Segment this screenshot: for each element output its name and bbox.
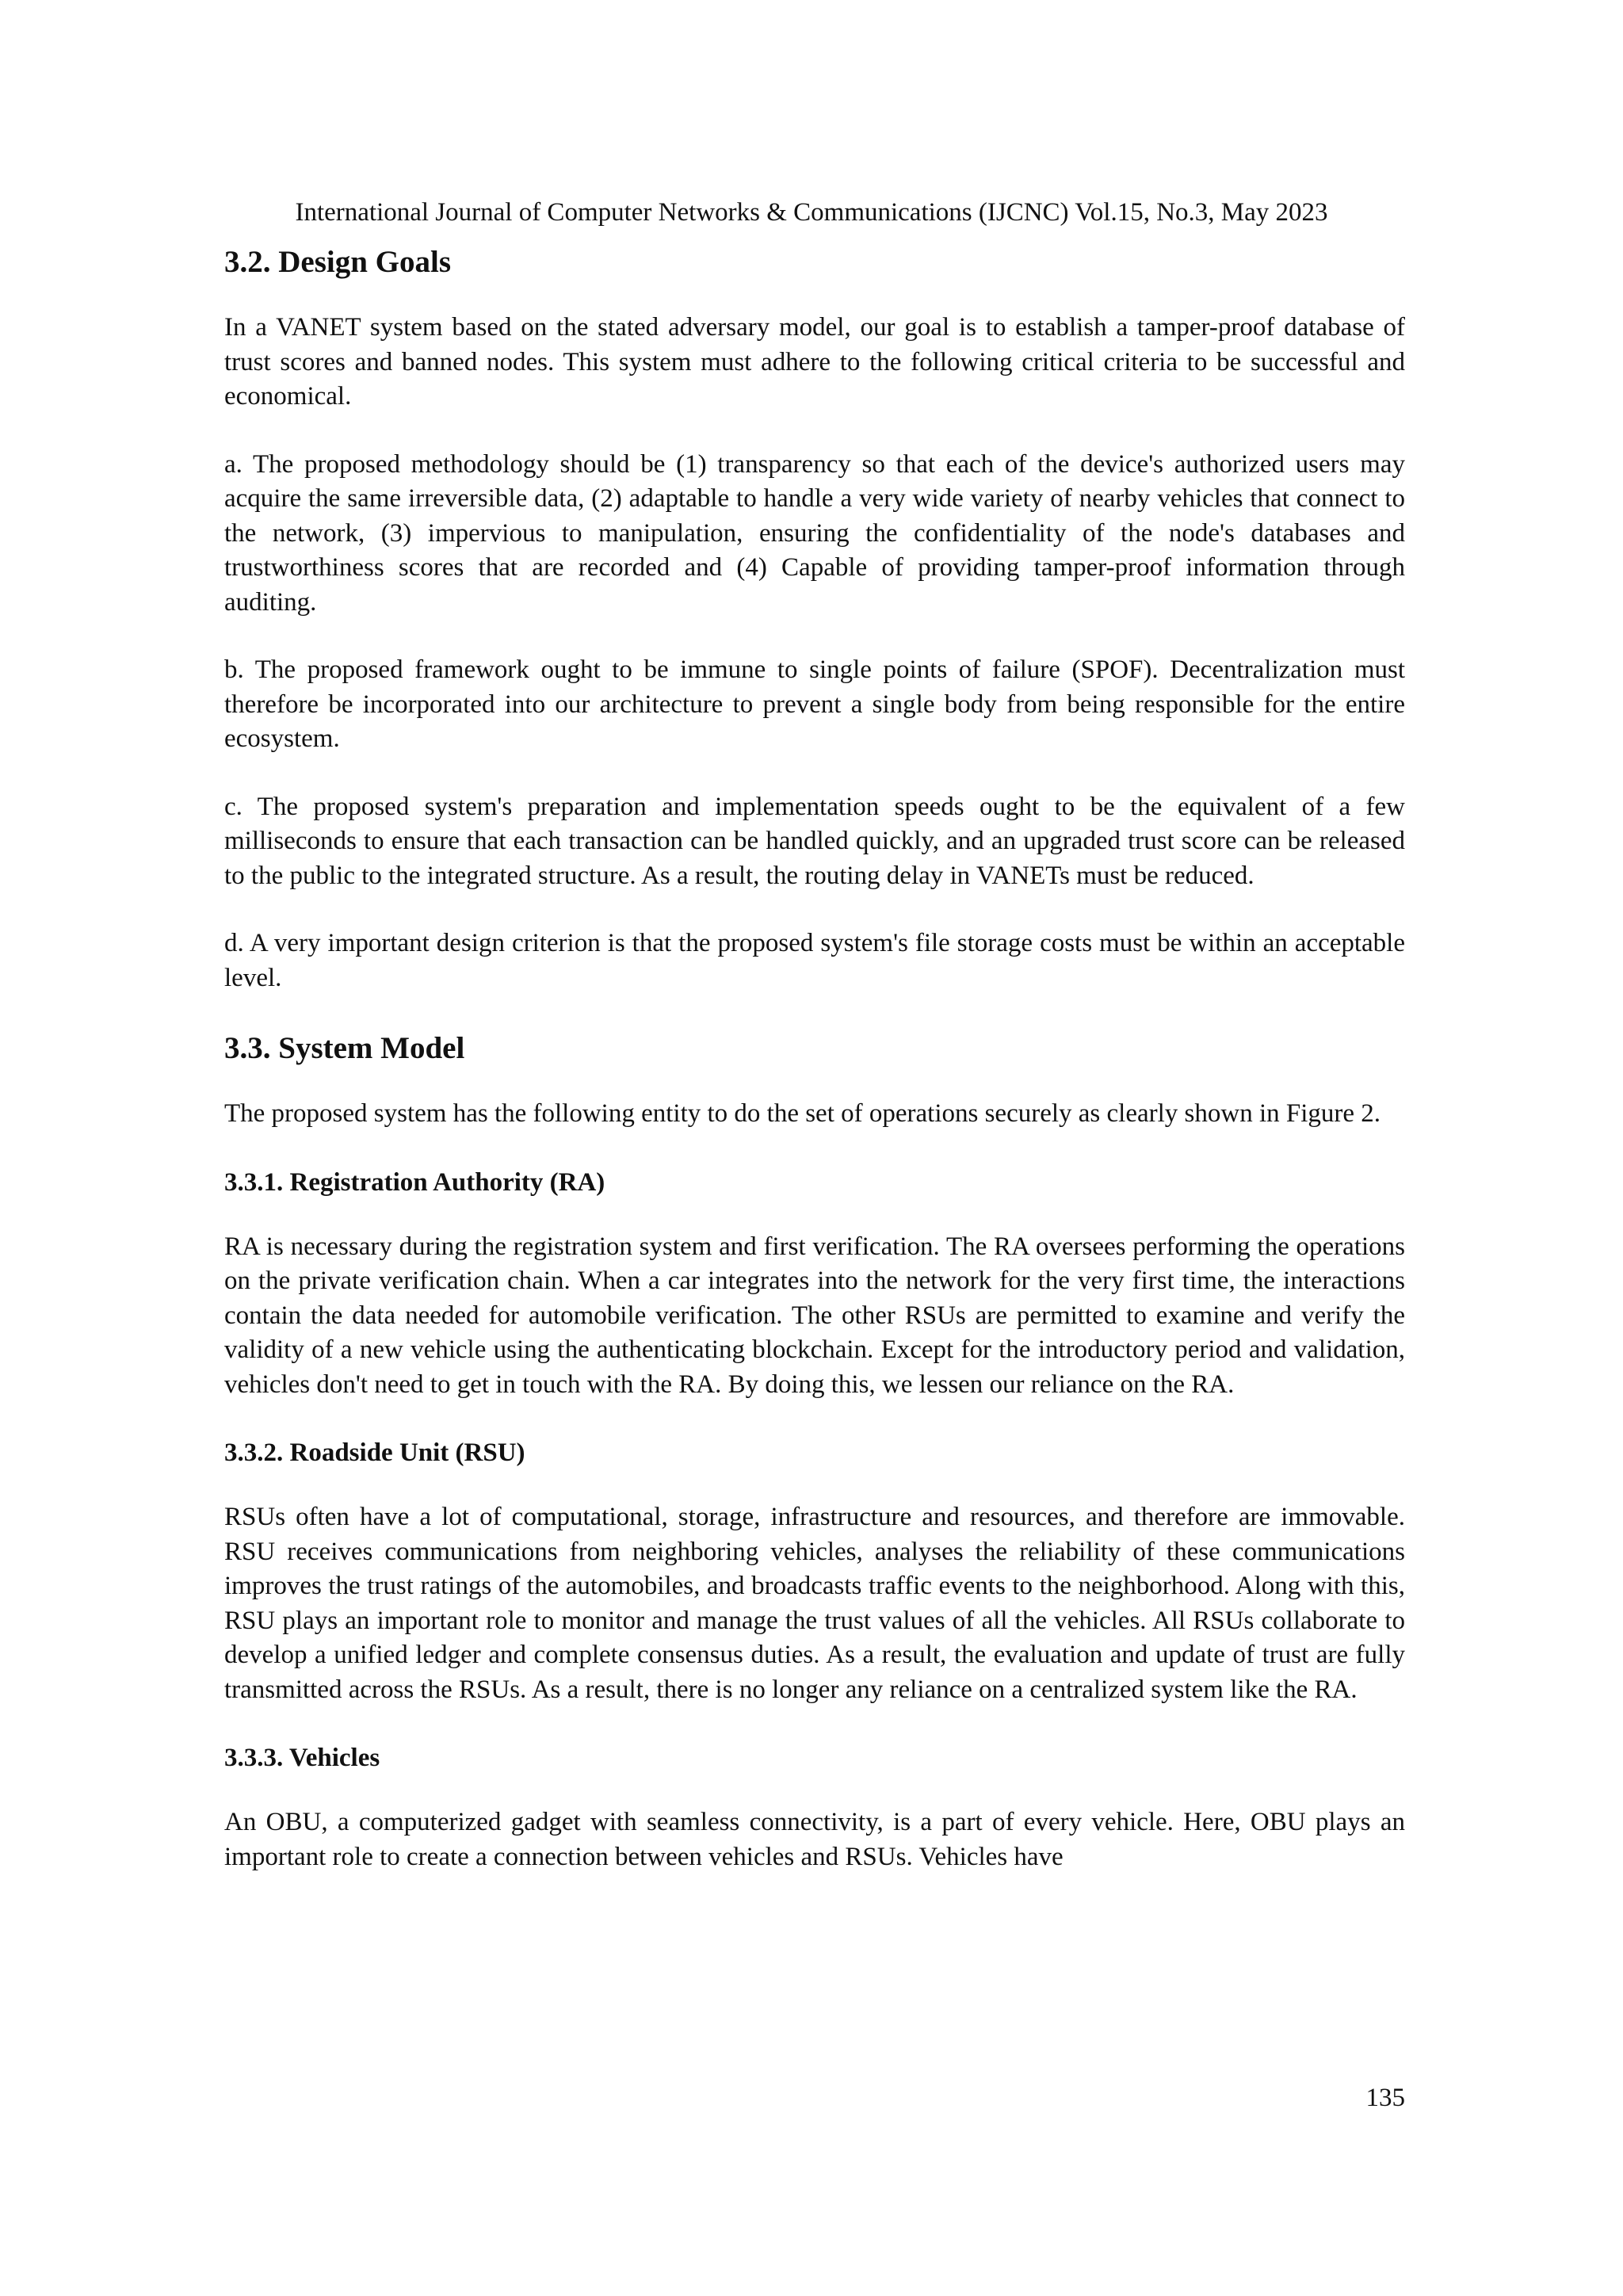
subsection-heading-ra: 3.3.1. Registration Authority (RA) (224, 1167, 605, 1197)
subsection-heading-rsu: 3.3.2. Roadside Unit (RSU) (224, 1438, 525, 1467)
paragraph-ra: RA is necessary during the registration system and first verification. The RA oversees performing the operations on the private verification chain. When a car integrates into the network for the very first time, the interactions contain the data needed for automobile verification. The other RSUs are permitted to examine and verify the validity of a new vehicle using the authenticating blockchain. Except for the introductory period and validation, vehicles don't need to get in touch with the RA. By doing this, we lessen our reliance on the RA. (224, 1232, 1405, 1399)
paragraph-design-goal-c: c. The proposed system's preparation and implementation speeds ought to be the equivalent of a few milliseconds to ensure that each transaction can be handled quickly, and an upgraded trust score can be released to the public to the integrated structure. As a result, the routing delay in VANETs must be reduced. (224, 792, 1405, 890)
paragraph-rsu: RSUs often have a lot of computational, storage, infrastructure and resources, and therefore are immovable. RSU receives communications from neighboring vehicles, analyses the reliability of these communications improves the trust ratings of the automobiles, and broadcasts traffic events to the neighborhood. Along with this, RSU plays an important role to monitor and manage the trust values of all the vehicles. All RSUs collaborate to develop a unified ledger and complete consensus duties. As a result, the evaluation and update of trust are fully transmitted across the RSUs. As a result, there is no longer any reliance on a centralized system like the RA. (224, 1503, 1405, 1704)
paragraph-vehicles: An OBU, a computerized gadget with seamless connectivity, is a part of every vehicle. Here, OBU plays an important role to create a connection between vehicles and RSUs. Vehicles have (224, 1808, 1405, 1871)
page-body (224, 243, 1405, 1906)
running-header: International Journal of Computer Networks & Communications (IJCNC) Vol.15, No.3, May 2023 (295, 198, 1328, 227)
subsection-heading-vehicles: 3.3.3. Vehicles (224, 1744, 380, 1772)
section-heading-system-model: 3.3. System Model (224, 1031, 465, 1065)
section-heading-design-goals: 3.2. Design Goals (224, 245, 452, 279)
paragraph-design-goal-d: d. A very important design criterion is that the proposed system's file storage costs must be within an acceptable level. (224, 929, 1405, 992)
paragraph-design-goal-b: b. The proposed framework ought to be immune to single points of failure (SPOF). Decentralization must therefore be incorporated into our architecture to prevent a single body from being responsible for the entire ecosystem. (224, 655, 1405, 753)
paragraph-design-goals-intro: In a VANET system based on the stated adversary model, our goal is to establish a tamper-proof database of trust scores and banned nodes. This system must adhere to the following critical criteria to be successful and economical. (224, 313, 1405, 411)
page-number: 135 (1365, 2084, 1405, 2112)
paragraph-system-model-intro: The proposed system has the following entity to do the set of operations securely as clearly shown in Figure 2. (224, 1099, 1381, 1128)
paragraph-design-goal-a: a. The proposed methodology should be (1) transparency so that each of the device's authorized users may acquire the same irreversible data, (2) adaptable to handle a very wide variety of nearby vehicles that connect to the network, (3) impervious to manipulation, ensuring the confidentiality of the node's databases and trustworthiness scores that are recorded and (4) Capable of providing tamper-proof information through auditing. (224, 449, 1405, 617)
